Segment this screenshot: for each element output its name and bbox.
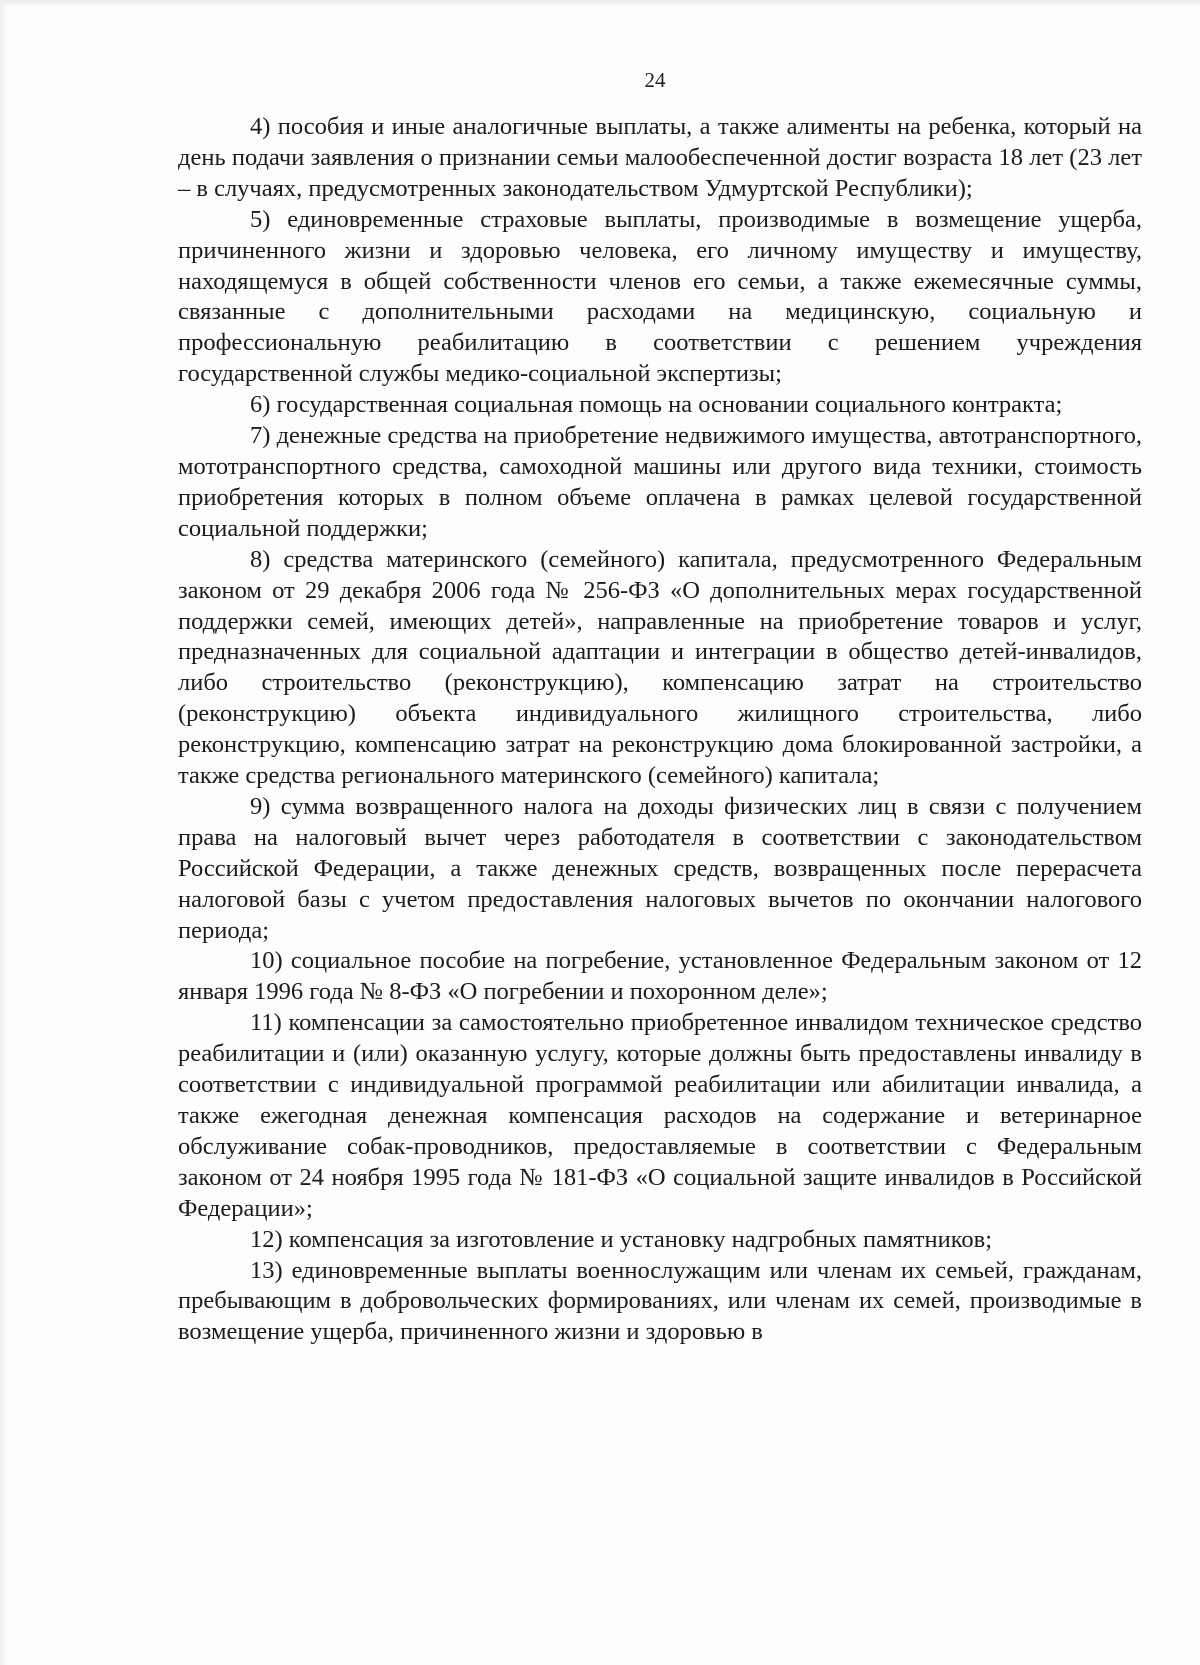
paragraph-item-7: 7) денежные средства на приобретение недвижимого имущества, автотранспортного, мототранспортного средства, самоходной машины или другого вида техники, стоимость приобретения которых в полном объеме оплачена в рамках целевой государственной социальной поддержки; (178, 422, 1142, 542)
paragraph-item-11: 11) компенсации за самостоятельно приобретенное инвалидом техническое средство реабилитации и (или) оказанную услугу, которые должны быть предоставлены инвалиду в соответствии с индивидуальной программой реабилитации или абилитации инвалида, а также ежегодная денежная компенсация расходов на содержание и ветеринарное обслуживание собак-проводников, предоставляемые в соответствии с Федеральным законом от 24 ноября 1995 года № 181-ФЗ «О социальной защите инвалидов в Российской Федерации»; (178, 1009, 1142, 1222)
paragraph-item-5: 5) единовременные страховые выплаты, производимые в возмещение ущерба, причиненного жизни и здоровью человека, его личному имуществу и имуществу, находящемуся в общей собственности членов его семьи, а также ежемесячные суммы, связанные с дополнительными расходами на медицинскую, социальную и профессиональную реабилитацию в соответствии с решением учреждения государственной службы медико-социальной экспертизы; (178, 205, 1142, 388)
paragraph-item-10: 10) социальное пособие на погребение, установленное Федеральным законом от 12 января 1996 года № 8-ФЗ «О погребении и похоронном деле»; (178, 947, 1142, 1006)
paragraph-item-8: 8) средства материнского (семейного) капитала, предусмотренного Федеральным законом от 29 декабря 2006 года № 256-ФЗ «О дополнительных мерах государственной поддержки семей, имеющих детей», направленные на приобретение товаров и услуг, предназначенных для социальной адаптации и интеграции в общество детей-инвалидов, либо строительство (реконструкцию), компенсацию затрат на строительство (реконструкцию) объекта индивидуального жилищного строительства, либо реконструкцию, компенсацию затрат на реконструкцию дома блокированной застройки, а также средства регионального материнского (семейного) капитала; (178, 545, 1142, 790)
document-body (178, 112, 1142, 1348)
paragraph-item-9: 9) сумма возвращенного налога на доходы физических лиц в связи с получением права на налоговый вычет через работодателя в соответствии с законодательством Российской Федерации, а также денежных средств, возвращенных после перерасчета налоговой базы с учетом предоставления налоговых вычетов по окончании налогового периода; (178, 792, 1142, 944)
page-number: 24 (644, 68, 666, 92)
scan-left-edge (0, 0, 8, 1665)
paragraph-item-12: 12) компенсация за изготовление и установку надгробных памятников; (250, 1225, 993, 1253)
paragraph-item-4: 4) пособия и иные аналогичные выплаты, а также алименты на ребенка, который на день подачи заявления о признании семьи малообеспеченной достиг возраста 18 лет (23 лет – в случаях, предусмотренных законодательством Удмуртской Республики); (178, 113, 1142, 202)
scan-top-edge (0, 0, 1200, 6)
paragraph-item-6: 6) государственная социальная помощь на основании социального контракта; (250, 391, 1063, 419)
paragraph-item-13: 13) единовременные выплаты военнослужащим или членам их семьей, гражданам, пребывающим в добровольческих формированиях, или членам их семей, производимые в возмещение ущерба, причиненного жизни и здоровью в (178, 1256, 1142, 1346)
